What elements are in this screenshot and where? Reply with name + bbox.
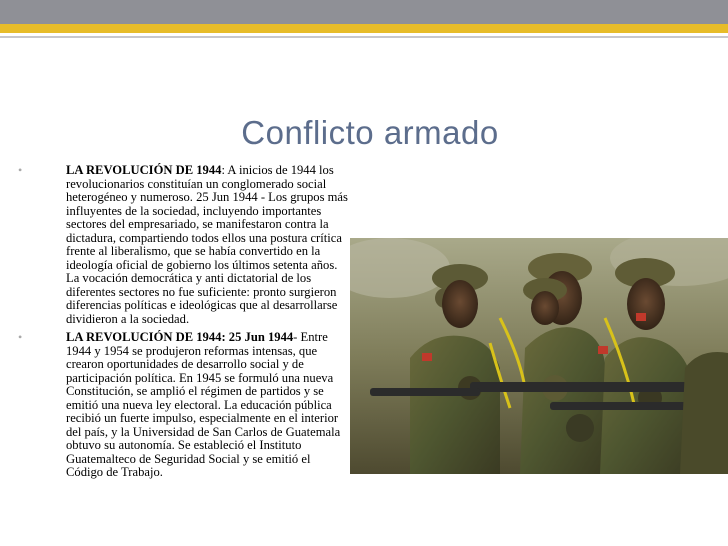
- header-band-gold: [0, 24, 728, 33]
- bullet-item-1: [18, 164, 348, 326]
- bullet-heading-2: LA REVOLUCIÓN DE 1944: 25 Jun 1944: [66, 330, 294, 344]
- header-band-gray: [0, 0, 728, 24]
- slide-title: Conflicto armado: [241, 114, 499, 151]
- bullet-item-2: [18, 331, 348, 480]
- bullet-heading-1: LA REVOLUCIÓN DE 1944: [66, 163, 222, 177]
- bullet-body-2: - Entre 1944 y 1954 se produjeron reformas intensas, que crearon oportunidades de desarrollo social y de participación política. En 1945 se formuló una nueva Constitución, se amplió el régimen de partidos y se emitió una nueva ley electoral. La educación pública recibió un fuerte impulso, especialmente en el interior del país, y la Universidad de San Carlos de Guatemala obtuvo su autonomía. Se estableció el Instituto Guatemalteco de Seguridad Social y se emitió el Código de Trabajo.: [66, 330, 341, 479]
- header-band-line: [0, 36, 728, 38]
- bullet-dot-icon: •: [18, 330, 23, 344]
- bullet-dot-icon: •: [18, 163, 23, 177]
- bullet-body-1: : A inicios de 1944 los revolucionarios constituían un conglomerado social heterogéneo y numeroso. 25 Jun 1944 - Los grupos más influyentes de la sociedad, incluyendo importantes sectores del empresariado, se manifestaron contra la dictadura, compartiendo todos ellos una postura crítica frente al liberalismo, que se había convertido en la ideología oficial de gobierno los últimos setenta años. La vocación democrática y anti dictatorial de los diferentes sectores no fue suficiente: pronto surgieron diferencias políticas e ideológicas que al desarrollarse dividieron a la sociedad.: [66, 163, 348, 326]
- bullet-list: [18, 164, 348, 485]
- soldiers-photo: [350, 238, 728, 474]
